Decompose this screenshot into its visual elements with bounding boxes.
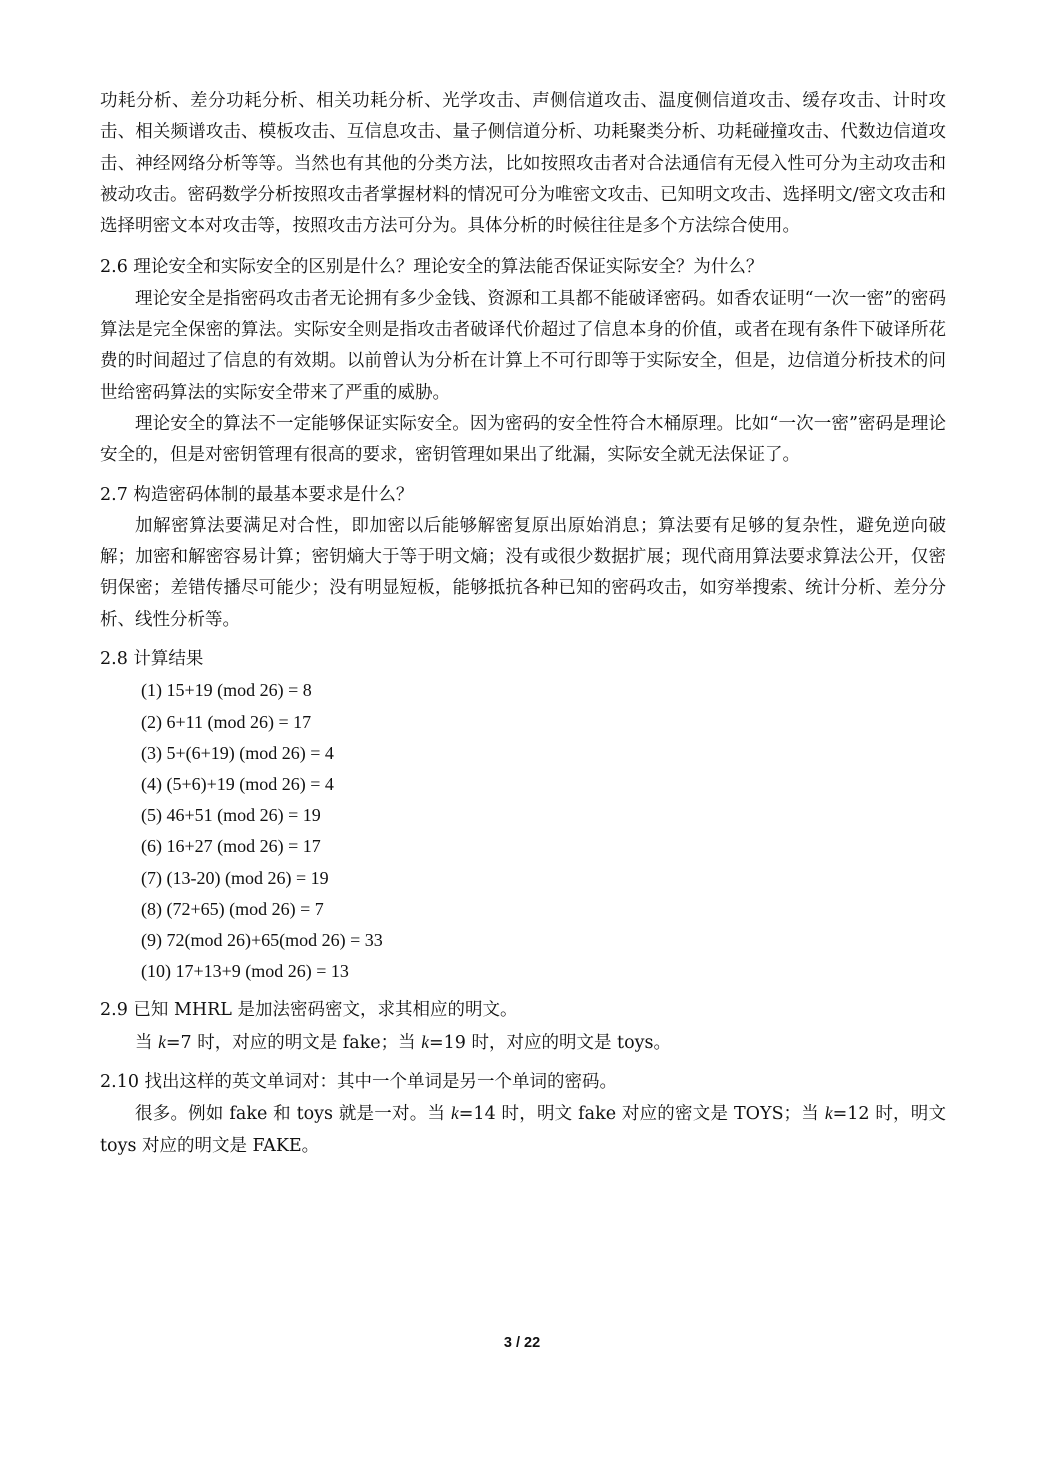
section-2-9	[100, 995, 946, 1059]
answer-2-6-paragraph-2: 理论安全的算法不一定能够保证实际安全。因为密码的安全性符合木桶原理。比如“一次一密”密码是理论安全的，但是对密钥管理有很高的要求，密钥管理如果出了纰漏，实际安全就无法保证了。	[100, 413, 946, 466]
result-item: (3) 5+(6+19) (mod 26) = 4	[141, 742, 334, 763]
answer-text: =12 时，明文 toys 对应的明文是 FAKE。	[100, 1104, 946, 1156]
variable-k: k	[450, 1103, 459, 1124]
section-2-6	[100, 252, 946, 471]
variable-k: k	[421, 1031, 429, 1052]
answer-text: =14 时，明文 fake 对应的密文是 TOYS；当	[458, 1104, 825, 1125]
result-item: (5) 46+51 (mod 26) = 19	[141, 805, 321, 826]
page-body	[100, 86, 946, 1162]
section-2-10	[100, 1067, 946, 1162]
result-item: (7) (13-20) (mod 26) = 19	[141, 867, 329, 888]
answer-text: =7 时，对应的明文是 fake；当	[165, 1032, 422, 1053]
question-2-8: 2.8 计算结果	[100, 649, 204, 670]
result-item: (10) 17+13+9 (mod 26) = 13	[141, 961, 349, 982]
results-list	[100, 675, 946, 987]
section-2-8	[100, 644, 946, 987]
variable-k: k	[824, 1103, 833, 1124]
answer-2-6-paragraph-1: 理论安全是指密码攻击者无论拥有多少金钱、资源和工具都不能破译密码。如香农证明“一次一密”的密码算法是完全保密的算法。实际安全则是指攻击者破译代价超过了信息本身的价值，或者在现有条件下破译所花费的时间超过了信息的有效期。以前曾认为分析在计算上不可行即等于实际安全，但是，边信道分析技术的问世给密码算法的实际安全带来了严重的威胁。	[100, 288, 946, 403]
question-2-9: 2.9 已知 MHRL 是加法密码密文，求其相应的明文。	[100, 1000, 518, 1021]
question-2-7: 2.7 构造密码体制的最基本要求是什么？	[100, 484, 414, 505]
result-item: (9) 72(mod 26)+65(mod 26) = 33	[141, 929, 383, 950]
result-item: (2) 6+11 (mod 26) = 17	[141, 711, 312, 732]
answer-text: =19 时，对应的明文是 toys。	[429, 1032, 671, 1053]
question-2-10: 2.10 找出这样的英文单词对：其中一个单词是另一个单词的密码。	[100, 1071, 618, 1092]
result-item: (1) 15+19 (mod 26) = 8	[141, 680, 312, 701]
answer-text: 当	[135, 1032, 159, 1053]
answer-2-10	[100, 1098, 946, 1162]
intro-paragraph: 功耗分析、差分功耗分析、相关功耗分析、光学攻击、声侧信道攻击、温度侧信道攻击、缓存攻击、计时攻击、相关频谱攻击、模板攻击、互信息攻击、量子侧信道分析、功耗聚类分析、功耗碰撞攻击、代数边信道攻击、神经网络分析等等。当然也有其他的分类方法，比如按照攻击者对合法通信有无侵入性可分为主动攻击和被动攻击。密码数学分析按照攻击者掌握材料的情况可分为唯密文攻击、已知明文攻击、选择明文/密文攻击和选择明密文本对攻击等，按照攻击方法可分为。具体分析的时候往往是多个方法综合使用。	[100, 91, 946, 237]
answer-2-9	[100, 1027, 946, 1059]
section-2-7	[100, 480, 946, 636]
answer-text: 很多。例如 fake 和 toys 就是一对。当	[135, 1104, 451, 1125]
result-item: (6) 16+27 (mod 26) = 17	[141, 836, 321, 857]
page-number: 3 / 22	[503, 1335, 541, 1351]
question-2-6: 2.6 理论安全和实际安全的区别是什么？理论安全的算法能否保证实际安全？为什么？	[100, 257, 764, 278]
variable-k: k	[158, 1031, 166, 1052]
answer-2-7: 加解密算法要满足对合性，即加密以后能够解密复原出原始消息；算法要有足够的复杂性，避免逆向破解；加密和解密容易计算；密钥熵大于等于明文熵；没有或很少数据扩展；现代商用算法要求算法公开，仅密钥保密；差错传播尽可能少；没有明显短板，能够抵抗各种已知的密码攻击，如穷举搜索、统计分析、差分分析、线性分析等。	[100, 515, 946, 630]
result-item: (4) (5+6)+19 (mod 26) = 4	[141, 773, 334, 794]
result-item: (8) (72+65) (mod 26) = 7	[141, 898, 324, 919]
